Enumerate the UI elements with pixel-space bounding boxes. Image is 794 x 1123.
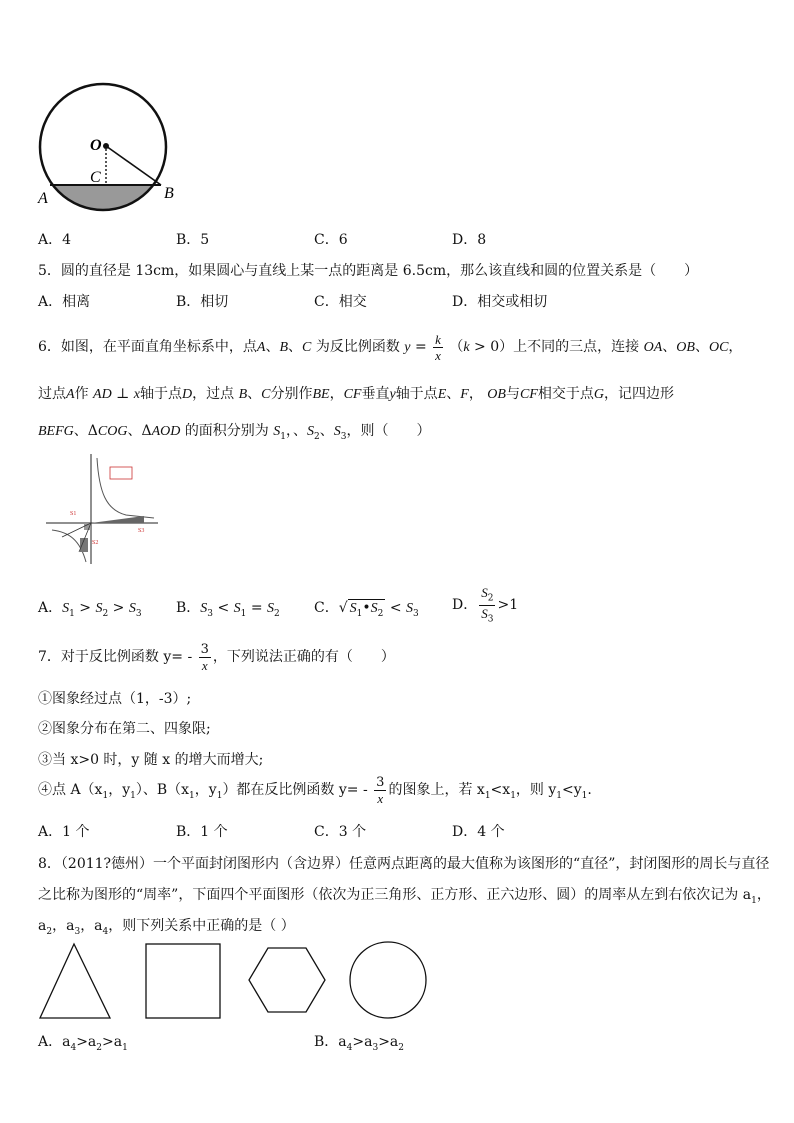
q7-option-a: A．1 个	[38, 824, 90, 840]
q7-statement-1: ①图象经过点（1，-3）;	[38, 691, 192, 707]
q6-line2: 过点A作 AD ⊥ x轴于点D，过点 B、C分别作BE，CF垂直y轴于点E、F， OB与CF相交于点G，记四边形	[38, 386, 674, 402]
q7-statement-2: ②图象分布在第二、四象限;	[38, 721, 211, 737]
circle	[350, 942, 426, 1018]
q7-option-d: D．4 个	[452, 824, 505, 840]
radius-OB	[106, 146, 161, 185]
label-B: B	[164, 185, 174, 202]
q6-line1: 6．如图，在平面直角坐标系中，点A、B、C 为反比例函数 y = $\frac{k}{x}$ （k > 0）上不同的三点，连接 OA、OB、OC，	[38, 331, 743, 363]
q7-stem: 7．对于反比例函数 y= - $\frac{3}{x}$ ，下列说法正确的有（ ）	[38, 641, 395, 673]
q6-option-d: D． $\frac{S_2}{S_3}$ >1	[452, 585, 519, 625]
circle-figure	[30, 72, 190, 224]
q8-option-b: B．$a_4>a_3>a_2$	[314, 1034, 404, 1053]
q4-option-b: B．5	[176, 232, 210, 248]
region-s3	[91, 516, 144, 523]
label-box	[110, 467, 132, 479]
q8-line2: 之比称为图形的“周率”，下面四个平面图形（依次为正三角形、正方形、正六边形、圆）的周率从左到右依次记为 $a_1$，	[38, 887, 771, 906]
q5-option-a: A．相离	[38, 294, 91, 310]
q4-option-d: D．8	[452, 232, 487, 248]
q8-line1: 8．（2011?德州）一个平面封闭图形内（含边界）任意两点距离的最大值称为该图形的“直径”，封闭图形的周长与直径	[38, 856, 770, 872]
q7-option-b: B．1 个	[176, 824, 228, 840]
q5-option-d: D．相交或相切	[452, 294, 548, 310]
label-A: A	[38, 190, 48, 207]
q4-option-a: A．4	[38, 232, 72, 248]
q8-option-a: A．$a_4>a_2>a_1$	[38, 1034, 128, 1053]
graph-label-s3: S3	[138, 528, 145, 534]
q6-line3: BEFG、ΔCOG、ΔAOD 的面积分别为 $S_1$，、$S_2$、$S_3$，则（ ）	[38, 423, 431, 442]
shapes-figure	[36, 940, 436, 1022]
label-C: C	[90, 169, 101, 186]
regular-hexagon	[249, 948, 325, 1012]
q7-statement-3: ③当 x>0 时，y 随 x 的增大而增大;	[38, 752, 264, 768]
q7-option-c: C．3 个	[314, 824, 367, 840]
label-O: O	[90, 137, 102, 154]
q5-stem: 5．圆的直径是 13cm，如果圆心与直线上某一点的距离是 6.5cm，那么该直线和圆的位置关系是（ ）	[38, 263, 699, 279]
graph-label-s2: S2	[92, 540, 99, 546]
square	[146, 944, 220, 1018]
q5-option-c: C．相交	[314, 294, 367, 310]
q6-option-a: A．$S_1 > S_2 > S_3$	[38, 600, 142, 619]
graph-label-s1: S1	[70, 511, 77, 517]
q4-option-c: C．6	[314, 232, 348, 248]
hyperbola-graph	[44, 452, 164, 568]
equilateral-triangle	[40, 944, 110, 1018]
q7-statement-4: ④点 $A(x_1$，$y_1$）、$B(x_1$，$y_1$）都在反比例函数 y= - $\frac{3}{x}$ 的图象上，若 $x_1<x_1$，则 $y_1<y_1$.	[38, 774, 592, 806]
q6-option-c: C．√ $S_1•S_2 < S_3$	[314, 600, 419, 619]
q8-line3: $a_2$，$a_3$，$a_4$，则下列关系中正确的是（ ）	[38, 918, 295, 937]
q6-option-b: B．$S_3 < S_1 = S_2$	[176, 600, 280, 619]
center-point	[103, 143, 109, 149]
q5-option-b: B．相切	[176, 294, 229, 310]
